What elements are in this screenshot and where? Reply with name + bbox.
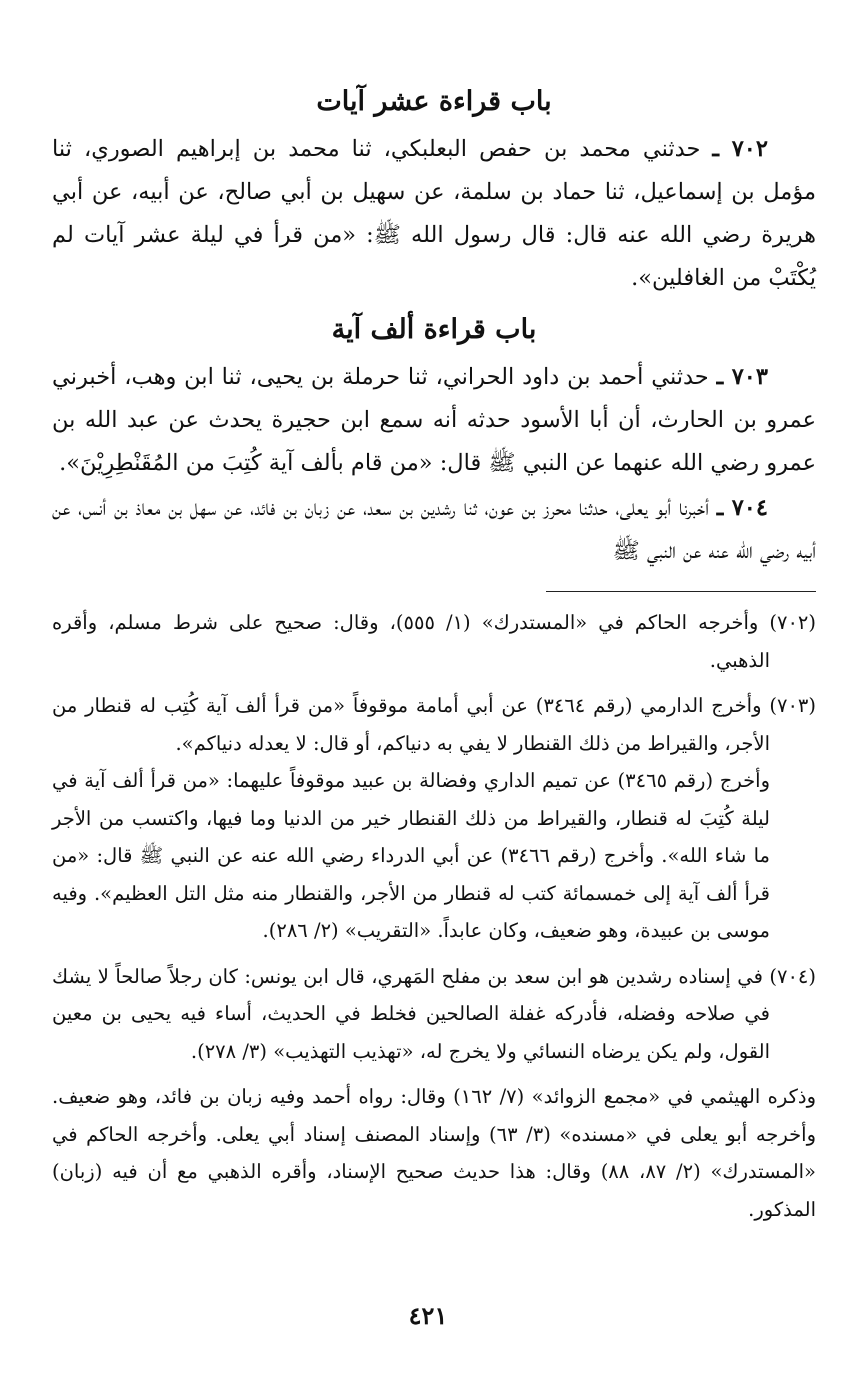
hadith-number-703: ٧٠٣ ـ xyxy=(716,364,768,390)
section-heading-thousand-verses: باب قراءة ألف آية xyxy=(331,314,537,345)
footnote-separator xyxy=(546,591,816,592)
page-number: ٤٢١ xyxy=(408,1301,448,1330)
section-heading-ten-verses: باب قراءة عشر آيات xyxy=(316,86,552,117)
hadith-number-702: ٧٠٢ ـ xyxy=(712,136,768,162)
hadith-703 xyxy=(52,356,816,485)
hadith-text-704: أخبرنا أبو يعلى، حدثنا محرز بن عون، ثنا رشدين بن سعد، عن زبان بن فائد، عن سهل بن معاذ بن أنس، عن أبيه رضي الله عنه عن النبي ﷺ xyxy=(52,495,816,564)
footnote-702: (٧٠٢) وأخرجه الحاكم في «المستدرك» (١/ ٥٥٥)، وقال: صحيح على شرط مسلم، وأقره الذهبي. xyxy=(52,611,816,672)
footnote-704-a: (٧٠٤) في إسناده رشدين هو ابن سعد بن مفلح المَهري، قال ابن يونس: كان رجلاً صالحاً لا يشك في صلاحه وفضله، فأدركه غفلة الصالحين فخلط في الحديث، أساء فيه يحيى بن معين القول، ولم يكن يرضاه النسائي ولا يخرج له، «تهذيب التهذيب» (٣/ ٢٧٨). xyxy=(52,964,816,1063)
hadith-text-702: حدثني محمد بن حفص البعلبكي، ثنا محمد بن إبراهيم الصوري، ثنا مؤمل بن إسماعيل، ثنا حماد بن سلمة، عن سهيل بن أبي صالح، عن أبيه، عن أبي هريرة رضي الله عنه قال: قال رسول الله ﷺ: «من قرأ في ليلة عشر آيات لم يُكْتَبْ من الغافلين». xyxy=(52,136,816,291)
footnote-704-b: وذكره الهيثمي في «مجمع الزوائد» (٧/ ١٦٢) وقال: رواه أحمد وفيه زبان بن فائد، وهو ضعيف. وأخرجه أبو يعلى في «مسنده» (٣/ ٦٣) وإسناد المصنف إسناد أبي يعلى. وأخرجه الحاكم في «المستدرك» (٢/ ٨٧، ٨٨) وقال: هذا حديث صحيح الإسناد، وأقره الذهبي مع أن فيه (زبان) المذكور. xyxy=(52,1085,816,1221)
hadith-number-704: ٧٠٤ ـ xyxy=(716,495,768,521)
hadith-702 xyxy=(52,128,816,300)
footnote-703-a: (٧٠٣) وأخرج الدارمي (رقم ٣٤٦٤) عن أبي أمامة موقوفاً «من قرأ ألف آية كُتِب له قنطار من الأجر، والقيراط من ذلك القنطار لا يفي به دنياكم، أو قال: لا يعدله دنياكم». xyxy=(52,694,816,755)
footnote-703-b: وأخرج (رقم ٣٤٦٥) عن تميم الداري وفضالة بن عبيد موقوفاً عليهما: «من قرأ ألف آية في ليلة كُتِبَ له قنطار، والقيراط من ذلك القنطار خير من الدنيا وما فيها، واكتسب من الأجر ما شاء الله». وأخرج (رقم ٣٤٦٦) عن أبي الدرداء رضي الله عنه عن النبي ﷺ قال: «من قرأ ألف آية إلى خمسمائة كتب له قنطار من الأجر، والقنطار منه مثل التل العظيم». وفيه موسى بن عبيدة، وهو ضعيف، وكان عابداً. «التقريب» (٢/ ٢٨٦). xyxy=(52,769,770,942)
hadith-text-703: حدثني أحمد بن داود الحراني، ثنا حرملة بن يحيى، ثنا ابن وهب، أخبرني عمرو بن الحارث، أن أبا الأسود حدثه أنه سمع ابن حجيرة يحدث عن عبد الله بن عمرو رضي الله عنهما عن النبي ﷺ قال: «من قام بألف آية كُتِبَ من المُقَنْطِرِيْنَ». xyxy=(52,364,816,476)
hadith-704 xyxy=(52,487,816,573)
